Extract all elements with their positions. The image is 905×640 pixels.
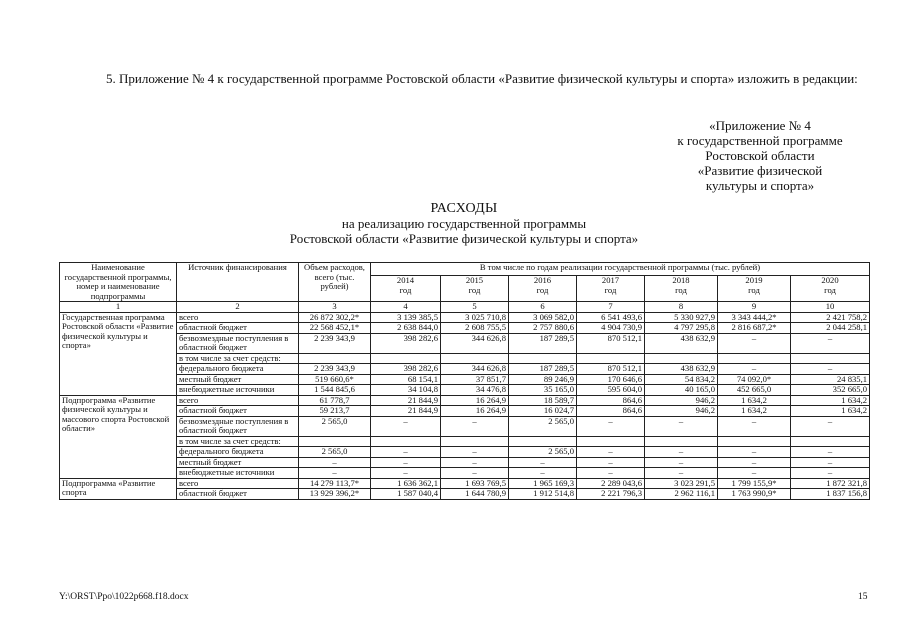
program-name: Подпрограмма «Развитие физической культуры и массового спорта Ростовской области»	[60, 395, 177, 478]
intro-paragraph: 5. Приложение № 4 к государственной программе Ростовской области «Развитие физической культуры и спорта» изложить в редакции:	[106, 71, 858, 86]
year-value-cell: 2 044 258,1	[791, 323, 870, 334]
year-value-cell: 21 844,9	[371, 406, 441, 417]
funding-source: всего	[177, 312, 299, 323]
year-value-cell: –	[645, 416, 718, 436]
funding-source: областной бюджет	[177, 323, 299, 334]
year-value-cell: 16 024,7	[509, 406, 577, 417]
year-value-cell: 452 665,0	[718, 385, 791, 396]
appendix-line: «Развитие физической	[697, 163, 823, 178]
funding-source: областной бюджет	[177, 406, 299, 417]
year-value-cell	[441, 436, 509, 447]
year-value-cell: –	[645, 447, 718, 458]
year-value-cell	[718, 353, 791, 364]
total-cell: 13 929 396,2*	[299, 489, 371, 500]
funding-source: внебюджетные источники	[177, 468, 299, 479]
column-number: 10	[791, 302, 870, 313]
year-value-cell: 1 799 155,9*	[718, 478, 791, 489]
footer-page-number: 15	[858, 592, 868, 602]
year-value-cell: 68 154,1	[371, 374, 441, 385]
year-value-cell: –	[718, 468, 791, 479]
year-value-cell: 187 289,5	[509, 333, 577, 353]
year-value-cell: 864,6	[577, 395, 645, 406]
year-value-cell: 595 604,0	[577, 385, 645, 396]
header-year	[791, 276, 870, 302]
header-year-suffix: год	[824, 284, 836, 295]
header-year	[441, 276, 509, 302]
header-year-value: 2016	[533, 275, 552, 286]
column-number: 5	[441, 302, 509, 313]
year-value-cell: –	[441, 468, 509, 479]
year-value-cell: –	[791, 468, 870, 479]
total-cell	[299, 353, 371, 364]
year-value-cell: 6 541 493,6	[577, 312, 645, 323]
table-row	[60, 333, 870, 353]
year-value-cell: –	[371, 416, 441, 436]
year-value-cell	[441, 353, 509, 364]
year-value-cell: 870 512,1	[577, 333, 645, 353]
year-value-cell: 18 589,7	[509, 395, 577, 406]
year-value-cell: 1 912 514,8	[509, 489, 577, 500]
year-value-cell: 170 646,6	[577, 374, 645, 385]
year-value-cell: –	[441, 447, 509, 458]
year-value-cell: 40 165,0	[645, 385, 718, 396]
funding-source: внебюджетные источники	[177, 385, 299, 396]
year-value-cell: 1 644 780,9	[441, 489, 509, 500]
year-value-cell: –	[645, 457, 718, 468]
header-year-suffix: год	[536, 284, 549, 295]
program-name: Подпрограмма «Развитие спорта	[60, 478, 177, 499]
year-value-cell: 344 626,8	[441, 364, 509, 375]
year-value-cell: 4 797 295,8	[645, 323, 718, 334]
total-cell: 26 872 302,2*	[299, 312, 371, 323]
year-value-cell: 34 104,8	[371, 385, 441, 396]
column-number: 4	[371, 302, 441, 313]
year-value-cell: 2 565,0	[509, 416, 577, 436]
funding-source: областной бюджет	[177, 489, 299, 500]
header-year-suffix: год	[399, 284, 412, 295]
heading-line-3: Ростовской области «Развитие физической культуры и спорта»	[289, 231, 639, 246]
year-value-cell: 1 872 321,8	[791, 478, 870, 489]
year-value-cell: 2 757 880,6	[509, 323, 577, 334]
year-value-cell: –	[791, 333, 870, 353]
year-value-cell: 35 165,0	[509, 385, 577, 396]
table-row	[60, 312, 870, 323]
year-value-cell: 2 289 043,6	[577, 478, 645, 489]
year-value-cell	[718, 436, 791, 447]
total-cell	[299, 436, 371, 447]
year-value-cell: –	[577, 457, 645, 468]
funding-source: в том числе за счет средств:	[177, 353, 299, 364]
table-row	[60, 395, 870, 406]
funding-source: в том числе за счет средств:	[177, 436, 299, 447]
table-row	[60, 478, 870, 489]
year-value-cell: 89 246,9	[509, 374, 577, 385]
table-row	[60, 416, 870, 436]
year-value-cell: –	[441, 416, 509, 436]
header-year	[509, 276, 577, 302]
year-value-cell: 946,2	[645, 406, 718, 417]
table-column-number-row	[60, 302, 870, 313]
year-value-cell: 34 476,8	[441, 385, 509, 396]
table-row	[60, 489, 870, 500]
table-row	[60, 385, 870, 396]
appendix-line: культуры и спорта»	[705, 178, 815, 193]
year-value-cell: 54 834,2	[645, 374, 718, 385]
funding-source: местный бюджет	[177, 374, 299, 385]
year-value-cell: –	[645, 468, 718, 479]
year-value-cell: 4 904 730,9	[577, 323, 645, 334]
total-cell: 61 778,7	[299, 395, 371, 406]
expenses-table	[59, 262, 870, 500]
header-year-value: 2017	[601, 275, 620, 286]
appendix-line: к государственной программе	[677, 133, 843, 148]
table-row	[60, 353, 870, 364]
year-value-cell: –	[718, 457, 791, 468]
column-number: 2	[177, 302, 299, 313]
year-value-cell: –	[718, 364, 791, 375]
funding-source: всего	[177, 395, 299, 406]
total-cell: 2 565,0	[299, 416, 371, 436]
year-value-cell	[577, 436, 645, 447]
year-value-cell: 3 139 385,5	[371, 312, 441, 323]
column-number: 9	[718, 302, 791, 313]
year-value-cell: 2 962 116,1	[645, 489, 718, 500]
year-value-cell	[645, 353, 718, 364]
year-value-cell: 438 632,9	[645, 333, 718, 353]
year-value-cell	[577, 353, 645, 364]
header-name: Наименование государственной программы, номер и наименование подпрограммы	[60, 263, 177, 302]
year-value-cell: 5 330 927,9	[645, 312, 718, 323]
year-value-cell: –	[509, 468, 577, 479]
year-value-cell: 1 693 769,5	[441, 478, 509, 489]
year-value-cell: 2 565,0	[509, 447, 577, 458]
header-total: Объем расходов, всего (тыс. рублей)	[299, 263, 371, 302]
year-value-cell: –	[371, 447, 441, 458]
year-value-cell: –	[791, 416, 870, 436]
header-year-suffix: год	[748, 284, 760, 295]
year-value-cell	[371, 353, 441, 364]
year-value-cell: 1 636 362,1	[371, 478, 441, 489]
total-cell: 59 213,7	[299, 406, 371, 417]
header-years-group: В том числе по годам реализации государственной программы (тыс. рублей)	[371, 263, 870, 276]
year-value-cell: 1 634,2	[718, 395, 791, 406]
year-value-cell: –	[441, 457, 509, 468]
year-value-cell: –	[791, 447, 870, 458]
year-value-cell: 2 608 755,5	[441, 323, 509, 334]
total-cell: –	[299, 468, 371, 479]
year-value-cell: –	[371, 457, 441, 468]
funding-source: федерального бюджета	[177, 364, 299, 375]
year-value-cell: 3 343 444,2*	[718, 312, 791, 323]
year-value-cell: 1 634,2	[791, 395, 870, 406]
header-year-value: 2015	[465, 275, 484, 286]
column-number: 6	[509, 302, 577, 313]
appendix-line: Ростовской области	[705, 148, 815, 163]
total-cell: 2 239 343,9	[299, 333, 371, 353]
table-header-row	[60, 263, 870, 276]
year-value-cell: 187 289,5	[509, 364, 577, 375]
year-value-cell: 352 665,0	[791, 385, 870, 396]
year-value-cell: 438 632,9	[645, 364, 718, 375]
year-value-cell: 24 835,1	[791, 374, 870, 385]
year-value-cell: 398 282,6	[371, 364, 441, 375]
header-year-value: 2014	[396, 275, 415, 286]
year-value-cell	[645, 436, 718, 447]
column-number: 1	[60, 302, 177, 313]
funding-source: безвозмездные поступления в областной бюджет	[177, 333, 299, 353]
year-value-cell: 3 025 710,8	[441, 312, 509, 323]
total-cell: 2 239 343,9	[299, 364, 371, 375]
year-value-cell: 2 221 796,3	[577, 489, 645, 500]
year-value-cell: –	[791, 364, 870, 375]
year-value-cell: 1 763 990,9*	[718, 489, 791, 500]
year-value-cell: 1 837 156,8	[791, 489, 870, 500]
header-year-value: 2019	[745, 275, 763, 286]
header-year	[718, 276, 791, 302]
footer-file-path: Y:\ORST\Ppo\1022p668.f18.docx	[59, 592, 189, 602]
table-row	[60, 406, 870, 417]
total-cell: 2 565,0	[299, 447, 371, 458]
heading-line-2: на реализацию государственной программы	[341, 216, 587, 231]
year-value-cell	[791, 436, 870, 447]
year-value-cell: 16 264,9	[441, 406, 509, 417]
year-value-cell: 2 816 687,2*	[718, 323, 791, 334]
total-cell: 14 279 113,7*	[299, 478, 371, 489]
year-value-cell: 1 965 169,3	[509, 478, 577, 489]
funding-source: безвозмездные поступления в областной бюджет	[177, 416, 299, 436]
program-name: Государственная программа Ростовской области «Развитие физической культуры и спорта»	[60, 312, 177, 395]
year-value-cell: 2 421 758,2	[791, 312, 870, 323]
table-row	[60, 457, 870, 468]
header-year	[645, 276, 718, 302]
table-row	[60, 323, 870, 334]
year-value-cell: 2 638 844,0	[371, 323, 441, 334]
header-year-suffix: год	[604, 284, 617, 295]
header-year-value: 2020	[821, 275, 839, 286]
total-cell: 1 544 845,6	[299, 385, 371, 396]
column-number: 8	[645, 302, 718, 313]
year-value-cell: –	[791, 457, 870, 468]
year-value-cell: 1 634,2	[718, 406, 791, 417]
appendix-reference	[640, 118, 880, 193]
year-value-cell: 16 264,9	[441, 395, 509, 406]
total-cell: –	[299, 457, 371, 468]
year-value-cell: –	[371, 468, 441, 479]
year-value-cell: –	[577, 447, 645, 458]
header-year	[577, 276, 645, 302]
year-value-cell: 870 512,1	[577, 364, 645, 375]
year-value-cell: 3 023 291,5	[645, 478, 718, 489]
year-value-cell	[791, 353, 870, 364]
total-cell: 22 568 452,1*	[299, 323, 371, 334]
column-number: 7	[577, 302, 645, 313]
funding-source: местный бюджет	[177, 457, 299, 468]
year-value-cell	[371, 436, 441, 447]
funding-source: всего	[177, 478, 299, 489]
year-value-cell: –	[718, 447, 791, 458]
year-value-cell	[509, 353, 577, 364]
year-value-cell: 1 634,2	[791, 406, 870, 417]
year-value-cell: –	[718, 416, 791, 436]
table-row	[60, 468, 870, 479]
year-value-cell: 864,6	[577, 406, 645, 417]
header-year-suffix: год	[468, 284, 481, 295]
year-value-cell: 74 092,0*	[718, 374, 791, 385]
year-value-cell: –	[577, 468, 645, 479]
header-year-value: 2018	[672, 275, 690, 286]
table-row	[60, 364, 870, 375]
table-row	[60, 436, 870, 447]
total-cell: 519 660,6*	[299, 374, 371, 385]
table-row	[60, 374, 870, 385]
year-value-cell	[509, 436, 577, 447]
table-heading	[200, 201, 728, 246]
year-value-cell: –	[718, 333, 791, 353]
year-value-cell: 946,2	[645, 395, 718, 406]
year-value-cell: –	[577, 416, 645, 436]
header-source: Источник финансирования	[177, 263, 299, 302]
year-value-cell: 344 626,8	[441, 333, 509, 353]
column-number: 3	[299, 302, 371, 313]
funding-source: федерального бюджета	[177, 447, 299, 458]
header-year-suffix: год	[675, 284, 687, 295]
year-value-cell: –	[509, 457, 577, 468]
year-value-cell: 3 069 582,0	[509, 312, 577, 323]
heading-title: РАСХОДЫ	[430, 201, 498, 216]
year-value-cell: 1 587 040,4	[371, 489, 441, 500]
year-value-cell: 37 851,7	[441, 374, 509, 385]
appendix-line: «Приложение № 4	[709, 118, 811, 133]
table-row	[60, 447, 870, 458]
header-year	[371, 276, 441, 302]
year-value-cell: 21 844,9	[371, 395, 441, 406]
year-value-cell: 398 282,6	[371, 333, 441, 353]
